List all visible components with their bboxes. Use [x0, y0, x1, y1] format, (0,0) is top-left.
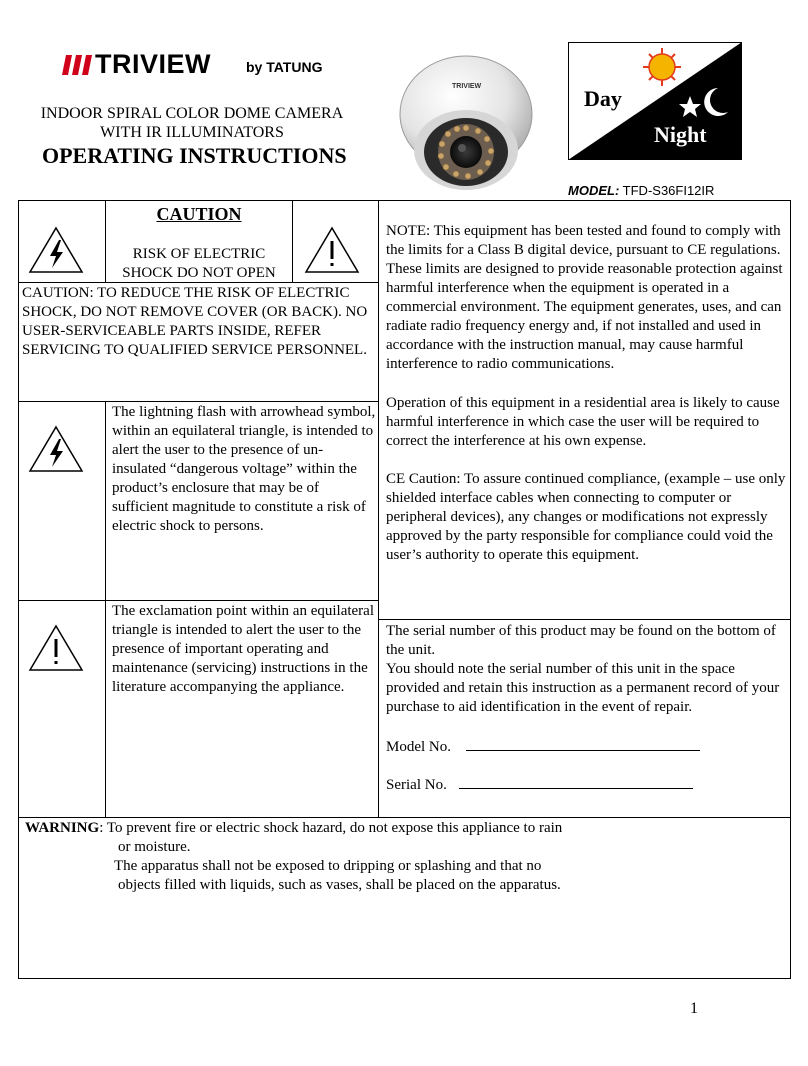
exclamation-symbol-text: The exclamation point within an equilateral triangle is intended to alert the user to the presence of important operating and maintenance (servicing) instructions in the literature accompanying the appliance. [112, 603, 374, 695]
subtitle-line-2: WITH IR ILLUMINATORS [100, 124, 284, 141]
note-paragraph-1: NOTE: This equipment has been tested and found to comply with the limits for a Class B digital device, pursuant to CE regulations. These limits are designed to provide reasonable protection against harmful interference when the equipment is operated in a commercial environment. The equipment generates, uses, and can radiate radio frequency energy and, if not installed and used in accordance with the instruction manual, may cause harmful interference to radio communications. [386, 223, 783, 372]
frame-bottom [18, 978, 791, 979]
lightning-warning-icon [28, 226, 84, 274]
lightning-symbol-text: The lightning flash with arrowhead symbol, within an equilateral triangle, is intended to alert the user to the presence of un-insulated “dangerous voltage” within the product’s enclosure that may be of sufficient magnitude to constitute a risk of electric shock to persons. [112, 404, 376, 534]
warning-line-1 [25, 819, 785, 838]
page-number: 1 [690, 1000, 698, 1017]
frame-top [18, 200, 791, 201]
model-label: MODEL: [568, 183, 620, 198]
serial-paragraph-2: You should note the serial number of this unit in the space provided and retain this instruction as a permanent record of your purchase to aid identification in the event of repair. [386, 661, 780, 715]
model-line [568, 183, 714, 198]
frame-left [18, 200, 19, 979]
logo-by: by TATUNG [246, 59, 323, 75]
subtitle-line-1: INDOOR SPIRAL COLOR DOME CAMERA [40, 105, 344, 122]
serial-paragraph-1: The serial number of this product may be found on the bottom of the unit. [386, 623, 776, 658]
model-number-label: Model No. [386, 739, 451, 755]
model-number-row [386, 736, 786, 757]
dome-camera-image [396, 52, 538, 192]
model-number-blank [466, 736, 700, 751]
logo-bars-icon [62, 55, 92, 75]
warning-divider [18, 817, 791, 818]
logo-brand: TRIVIEW [95, 49, 211, 79]
night-label: Night [654, 122, 707, 147]
warning-line-2: or moisture. [118, 839, 191, 855]
caution-body-divider [18, 401, 379, 402]
warning-line-3: The apparatus shall not be exposed to dripping or splashing and that no [114, 858, 542, 874]
symbols-divider [105, 401, 106, 817]
ce-caution-paragraph: CE Caution: To assure continued compliance, (example – use only shielded interface cables when connecting to computer or peripheral devices), any changes or modifications not expressly approved by the party responsible for compliance could void the user’s authority to operate this equipment. [386, 471, 786, 563]
model-value: TFD-S36FI12IR [622, 183, 715, 198]
note-divider [378, 619, 790, 620]
warning-label: WARNING [25, 820, 100, 836]
note-paragraph-2: Operation of this equipment in a residential area is likely to cause harmful interference in which case the user will be required to correct the interference at his own expense. [386, 395, 780, 449]
serial-number-blank [459, 774, 693, 789]
day-label: Day [584, 86, 622, 111]
caution-subheading: RISK OF ELECTRIC SHOCK DO NOT OPEN [122, 246, 276, 281]
warning-text-1: : To prevent fire or electric shock hazard, do not expose this appliance to rain [99, 820, 563, 836]
day-night-badge [568, 42, 742, 160]
symbols-row-divider [18, 600, 379, 601]
caution-left-divider [105, 200, 106, 283]
page-title: OPERATING INSTRUCTIONS [42, 143, 347, 168]
caution-body: CAUTION: TO REDUCE THE RISK OF ELECTRIC SHOCK, DO NOT REMOVE COVER (OR BACK). NO USER-SERVICEABLE PARTS INSIDE, REFER SERVICING TO QUALIFIED SERVICE PERSONNEL. [22, 285, 368, 358]
frame-right [790, 200, 791, 979]
serial-number-row [386, 774, 786, 795]
lightning-symbol-icon [28, 425, 84, 473]
caution-right-divider [292, 200, 293, 283]
caution-heading: CAUTION [156, 204, 242, 224]
column-divider [378, 200, 379, 817]
warning-line-4: objects filled with liquids, such as vases, shall be placed on the apparatus. [118, 877, 561, 893]
exclamation-warning-icon [304, 226, 360, 274]
serial-number-label: Serial No. [386, 777, 447, 793]
camera-brand-label: TRIVIEW [452, 83, 482, 90]
exclamation-symbol-icon [28, 624, 84, 672]
